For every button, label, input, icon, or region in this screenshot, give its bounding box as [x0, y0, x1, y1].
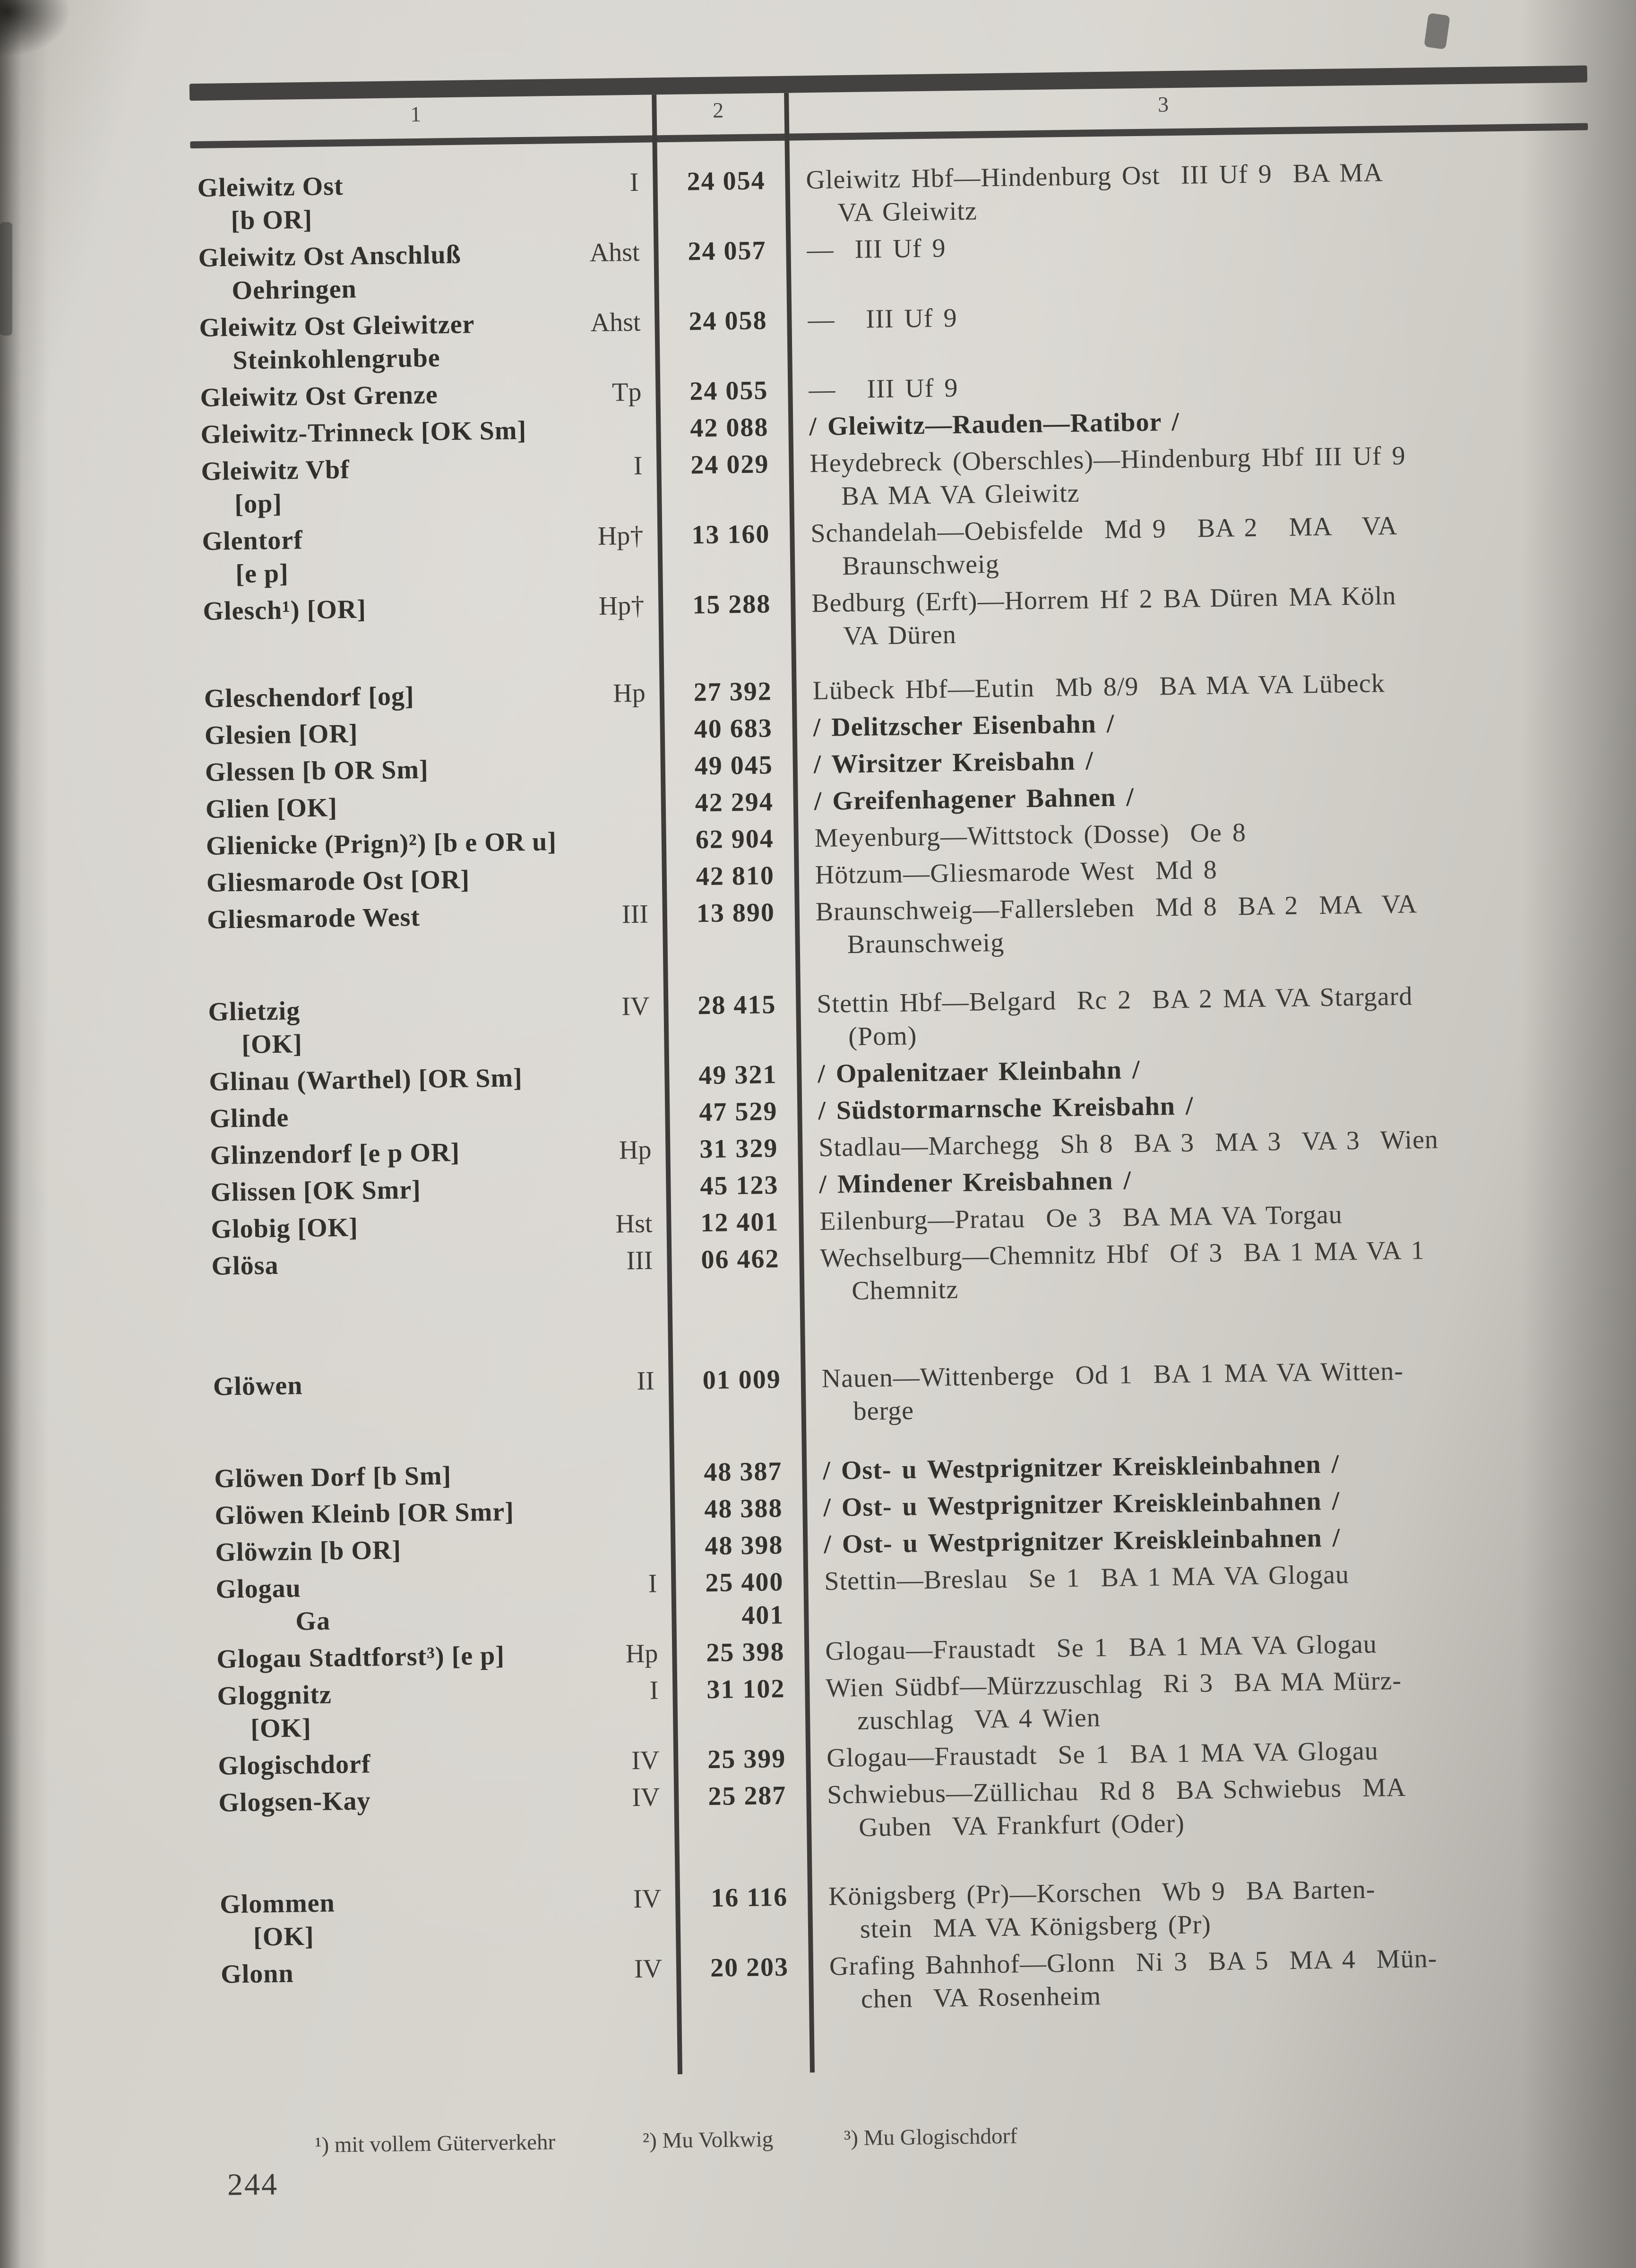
- station-class: IV: [631, 1745, 660, 1776]
- number-cell: [672, 1635, 805, 1670]
- station-class: IV: [634, 1954, 663, 1984]
- station-cell: [191, 235, 654, 308]
- station-number: 49 321: [698, 1060, 777, 1091]
- station-cell: [202, 1059, 665, 1099]
- table-row: [205, 1231, 1604, 1316]
- route-cell: [791, 576, 1596, 653]
- route-description: Glogau—Fraustadt Se 1 BA 1 MA VA Glogau: [825, 1629, 1378, 1666]
- station-number: 42 088: [690, 412, 769, 443]
- station-class: III: [621, 899, 649, 929]
- station-cell: [198, 787, 661, 826]
- number-cell: [664, 1058, 797, 1093]
- station-number: 24 057: [688, 236, 766, 266]
- route-cell: [790, 507, 1595, 583]
- number-cell: [653, 164, 786, 232]
- number-cell: [667, 1242, 800, 1310]
- station-cell: [196, 589, 659, 661]
- station-cell: [208, 1530, 671, 1569]
- station-number: 45 123: [700, 1170, 779, 1201]
- station-name: Gloggnitz: [217, 1680, 332, 1711]
- station-number: 401: [741, 1600, 784, 1631]
- station-class: II: [637, 1366, 655, 1396]
- station-name: Glesch¹) [OR]: [203, 594, 367, 626]
- number-cell: [658, 587, 792, 655]
- station-cell: [207, 1456, 670, 1495]
- station-number: 16 116: [710, 1882, 788, 1913]
- route-description: Schwiebus—Züllichau Rd 8 BA Schwiebus MA: [827, 1772, 1406, 1810]
- route-cell: [796, 977, 1601, 1054]
- number-cell: [656, 411, 789, 446]
- station-cell: [205, 1244, 668, 1316]
- station-cell: [214, 1952, 677, 2024]
- station-cell: [213, 1882, 676, 1954]
- station-name: Oehringen: [232, 274, 357, 306]
- station-cell: [194, 412, 656, 451]
- station-name: Glöwen Dorf [b Sm]: [214, 1461, 452, 1494]
- station-name: [op]: [234, 489, 283, 519]
- route-description: Chemnitz: [851, 1275, 959, 1306]
- station-cell: [206, 1364, 669, 1436]
- route-cell: [794, 848, 1599, 892]
- route-description: Wien Südbf—Mürzzuschlag Ri 3 BA MA Mürz-: [825, 1666, 1402, 1703]
- route-description: Wechselburg—Chemnitz Hbf Of 3 BA 1 MA VA 1: [820, 1236, 1425, 1273]
- route-cell: [806, 1731, 1610, 1775]
- route-cell: [792, 664, 1596, 707]
- station-name: Glogsen-Kay: [218, 1786, 371, 1818]
- number-cell: [673, 1742, 806, 1777]
- number-cell: [660, 748, 793, 783]
- station-number: 48 388: [704, 1494, 783, 1524]
- station-cell: [203, 1096, 665, 1135]
- route-description: — III Uf 9: [807, 233, 946, 265]
- station-name: [b OR]: [231, 205, 313, 236]
- station-cell: [208, 1493, 671, 1532]
- route-description: Stadlau—Marchegg Sh 8 BA 3 MA 3 VA 3 Wien: [818, 1125, 1439, 1162]
- route-cell: [806, 1768, 1611, 1845]
- route-description: Guben VA Frankfurt (Oder): [858, 1808, 1185, 1842]
- station-number: 24 055: [689, 376, 768, 406]
- route-description: / Mindener Kreisbahnen /: [818, 1166, 1132, 1199]
- station-name: [OK]: [250, 1713, 312, 1744]
- route-description: Nauen—Wittenberge Od 1 BA 1 MA VA Witten-: [821, 1356, 1404, 1393]
- station-class: Hp: [625, 1639, 658, 1669]
- station-cell: [197, 676, 660, 715]
- station-name: Glöwzin [b OR]: [215, 1535, 402, 1567]
- station-name: Steinkohlengrube: [232, 343, 441, 376]
- table-row: [195, 507, 1595, 591]
- station-number: 27 392: [693, 677, 773, 707]
- route-cell: [794, 885, 1600, 962]
- station-number: 25 398: [706, 1637, 785, 1668]
- station-number: 47 529: [698, 1097, 778, 1127]
- table-row: [206, 1352, 1606, 1436]
- number-cell: [663, 988, 797, 1056]
- number-cell: [666, 1205, 799, 1240]
- column-header-3: 3: [1157, 92, 1169, 117]
- route-description: Stettin—Breslau Se 1 BA 1 MA VA Glogau: [824, 1560, 1350, 1596]
- table-row: [210, 1661, 1610, 1746]
- number-cell: [660, 712, 792, 747]
- table-header-rule: [190, 123, 1588, 148]
- route-cell: [789, 437, 1594, 513]
- table-row: [209, 1555, 1609, 1639]
- number-cell: [676, 1950, 809, 2018]
- station-number: 24 054: [687, 166, 766, 197]
- station-name: Glissen [OK Smr]: [210, 1175, 422, 1207]
- route-cell: [788, 363, 1593, 406]
- table-row: [212, 1768, 1611, 1853]
- route-description: / Ost- u Westprignitzer Kreiskleinbahnen /: [823, 1486, 1340, 1522]
- station-name: Gleiwitz Ost Gleiwitzer: [199, 309, 475, 343]
- route-cell: [798, 1121, 1602, 1164]
- station-name: Glinde: [209, 1103, 289, 1134]
- column-header-2: 2: [712, 98, 724, 122]
- station-number: 13 890: [696, 898, 775, 928]
- route-description: stein MA VA Königsberg (Pr): [860, 1910, 1212, 1944]
- number-cell: [674, 1778, 807, 1847]
- station-name: [OK]: [241, 1029, 303, 1059]
- station-cell: [211, 1744, 674, 1783]
- station-name: Glogau Stadtforst³) [e p]: [216, 1641, 505, 1674]
- route-description: / Ost- u Westprignitzer Kreiskleinbahnen /: [823, 1523, 1341, 1559]
- station-class: IV: [633, 1884, 662, 1914]
- station-class: Ahst: [590, 307, 641, 338]
- station-name: Glessen [b OR Sm]: [205, 755, 429, 787]
- footnotes: [281, 2098, 1018, 2184]
- station-name: [OK]: [253, 1922, 314, 1952]
- route-description: Stettin Hbf—Belgard Rc 2 BA 2 MA VA Stargard: [816, 981, 1413, 1019]
- route-description: / Ost- u Westprignitzer Kreiskleinbahnen /: [822, 1449, 1340, 1486]
- station-name: Glommen: [219, 1888, 336, 1919]
- station-cell: [212, 1780, 675, 1853]
- route-description: / Gleiwitz—Rauden—Ratibor /: [809, 407, 1180, 442]
- station-class: Hp†: [598, 591, 645, 621]
- number-cell: [670, 1454, 802, 1489]
- number-cell: [670, 1491, 803, 1526]
- station-number: 48 398: [704, 1530, 784, 1561]
- route-cell: [799, 1194, 1603, 1238]
- number-cell: [661, 785, 793, 820]
- station-class: Hp†: [597, 521, 644, 551]
- route-cell: [808, 1870, 1613, 1946]
- route-description: Braunschweig: [847, 928, 1005, 960]
- route-description: — III Uf 9: [808, 303, 957, 335]
- route-description: chen VA Rosenheim: [861, 1981, 1102, 2014]
- station-class: Hp: [619, 1135, 652, 1165]
- station-name: Glentorf: [202, 525, 303, 556]
- station-cell: [204, 1207, 667, 1246]
- station-cell: [190, 165, 654, 238]
- station-class: Tp: [611, 377, 642, 407]
- station-cell: [203, 1133, 666, 1172]
- station-cell: [192, 305, 655, 378]
- route-description: Hötzum—Gliesmarode West Md 8: [815, 855, 1218, 890]
- station-table: [189, 65, 1588, 2014]
- station-cell: [199, 824, 662, 863]
- route-cell: [802, 1444, 1607, 1487]
- route-description: / Südstormarnsche Kreisbahn /: [818, 1091, 1194, 1125]
- route-description: Grafing Bahnhof—Glonn Ni 3 BA 5 MA 4 Mün-: [829, 1943, 1438, 1981]
- station-number: 48 387: [703, 1457, 783, 1487]
- route-cell: [792, 701, 1597, 744]
- station-name: Glien [OK]: [205, 793, 338, 824]
- station-class: IV: [621, 991, 650, 1022]
- number-cell: [655, 374, 788, 409]
- table-row: [191, 223, 1591, 308]
- number-cell: [657, 517, 791, 585]
- route-description: Bedburg (Erft)—Horrem Hf 2 BA Düren MA Köln: [811, 581, 1396, 619]
- station-name: Gleiwitz-Trinneck [OK Sm]: [200, 415, 527, 449]
- footnote-3: ³) Mu Glogischdorf: [844, 2123, 1018, 2151]
- route-cell: [803, 1555, 1609, 1631]
- route-description: VA Gleiwitz: [837, 196, 978, 228]
- station-name: [e p]: [235, 558, 289, 589]
- station-number: 25 287: [707, 1780, 787, 1812]
- table-row: [200, 885, 1600, 970]
- station-cell: [194, 449, 657, 521]
- route-description: VA Düren: [843, 620, 957, 651]
- page-number: 244: [227, 2167, 279, 2202]
- number-cell: [656, 447, 790, 515]
- station-cell: [210, 1637, 672, 1676]
- number-cell: [659, 675, 792, 710]
- station-number: 62 904: [695, 824, 775, 855]
- route-description: Meyenburg—Wittstock (Dosse) Oe 8: [814, 818, 1247, 853]
- route-description: Braunschweig—Fallersleben Md 8 BA 2 MA VA: [815, 889, 1418, 927]
- number-cell: [675, 1880, 809, 1948]
- station-name: Glogau: [215, 1573, 301, 1604]
- route-cell: [792, 738, 1597, 781]
- table-body: [190, 153, 1613, 2027]
- route-cell: [809, 1940, 1614, 2016]
- station-class: I: [648, 1569, 657, 1598]
- station-cell: [204, 1170, 666, 1209]
- station-name: Gleiwitz Ost Grenze: [200, 380, 439, 412]
- number-cell: [654, 304, 788, 372]
- number-cell: [668, 1363, 801, 1431]
- station-name: Glinzendorf [e p OR]: [210, 1137, 460, 1170]
- footnote-2: ²) Mu Volkwig: [642, 2127, 774, 2154]
- station-cell: [198, 750, 661, 789]
- route-cell: [801, 1352, 1606, 1428]
- route-cell: [805, 1661, 1610, 1738]
- station-name: Glietzig: [208, 996, 301, 1027]
- station-cell: [210, 1674, 673, 1746]
- station-name: Gleiwitz Vbf: [201, 455, 350, 486]
- station-number: 20 203: [710, 1952, 789, 1983]
- station-name: Glöwen: [213, 1371, 303, 1401]
- station-name: Glonn: [220, 1959, 294, 1989]
- route-cell: [803, 1518, 1608, 1561]
- station-cell: [200, 897, 663, 970]
- station-number: 31 329: [699, 1134, 778, 1164]
- number-cell: [661, 822, 794, 857]
- station-number: 40 683: [694, 713, 773, 744]
- station-number: 42 810: [696, 861, 775, 892]
- station-name: Gleschendorf [og]: [204, 681, 414, 713]
- route-cell: [785, 153, 1590, 230]
- number-cell: [671, 1565, 804, 1633]
- route-description: Lübeck Hbf—Eutin Mb 8/9 BA MA VA Lübeck: [812, 669, 1386, 706]
- table-row: [201, 977, 1601, 1062]
- station-cell: [195, 519, 658, 591]
- station-number: 42 294: [695, 787, 774, 818]
- route-cell: [788, 400, 1593, 443]
- station-name: Glöwen Kleinb [OR Smr]: [215, 1497, 515, 1530]
- station-name: Gliesmarode West: [207, 902, 421, 935]
- station-number: 25 400: [705, 1567, 784, 1598]
- route-description: Glogau—Fraustadt Se 1 BA 1 MA VA Glogau: [826, 1736, 1379, 1773]
- route-cell: [786, 223, 1591, 300]
- route-description: / Greifenhagener Bahnen /: [814, 782, 1135, 816]
- station-number: 06 462: [701, 1244, 780, 1275]
- station-number: 24 029: [690, 449, 769, 480]
- number-cell: [666, 1168, 799, 1203]
- station-class: III: [626, 1246, 653, 1276]
- station-class: I: [649, 1675, 659, 1705]
- station-name: Globig [OK]: [211, 1212, 359, 1244]
- station-number: 28 415: [697, 990, 776, 1021]
- number-cell: [672, 1672, 806, 1740]
- table-top-rule: [189, 65, 1587, 101]
- station-name: Gleiwitz Ost: [197, 171, 344, 203]
- route-description: zuschlag VA 4 Wien: [857, 1703, 1101, 1736]
- station-cell: [193, 375, 656, 414]
- route-description: Gleiwitz Hbf—Hindenburg Ost III Uf 9 BA MA: [806, 158, 1384, 195]
- station-number: 12 401: [700, 1207, 779, 1238]
- route-description: BA MA VA Gleiwitz: [841, 478, 1080, 511]
- station-name: Ga: [295, 1606, 331, 1636]
- route-description: Eilenburg—Pratau Oe 3 BA MA VA Torgau: [819, 1200, 1343, 1236]
- route-cell: [802, 1481, 1607, 1524]
- station-name: Glösa: [211, 1250, 279, 1281]
- route-description: / Wirsitzer Kreisbahn /: [813, 746, 1094, 780]
- route-description: — III Uf 9: [808, 373, 958, 405]
- station-name: Glienicke (Prign)²) [b e OR u]: [206, 827, 557, 861]
- station-cell: [209, 1567, 672, 1639]
- number-cell: [665, 1095, 798, 1130]
- station-class: IV: [631, 1782, 660, 1813]
- station-number: 01 009: [702, 1365, 782, 1395]
- station-number: 49 045: [694, 750, 774, 781]
- station-number: 24 058: [689, 306, 767, 336]
- station-number: 15 288: [692, 589, 771, 620]
- route-description: / Opalenitzaer Kleinbahn /: [817, 1055, 1140, 1089]
- number-cell: [665, 1132, 798, 1167]
- station-name: Glogischdorf: [217, 1749, 371, 1781]
- route-description: berge: [853, 1396, 914, 1426]
- route-description: / Delitzscher Eisenbahn /: [813, 709, 1115, 743]
- table-row: [194, 437, 1594, 521]
- station-name: Gleiwitz Ost Anschluß: [198, 240, 462, 273]
- station-cell: [201, 989, 664, 1062]
- station-class: Hp: [612, 678, 646, 708]
- station-cell: [198, 713, 660, 752]
- route-cell: [798, 1158, 1603, 1201]
- station-name: Glinau (Warthel) [OR Sm]: [209, 1063, 523, 1097]
- route-description: Königsberg (Pr)—Korschen Wb 9 BA Barten-: [828, 1874, 1376, 1911]
- table-row: [192, 293, 1592, 378]
- station-cell: [199, 860, 662, 900]
- column-header-1: 1: [410, 102, 422, 127]
- route-cell: [793, 811, 1598, 855]
- station-number: 31 102: [706, 1674, 785, 1705]
- station-class: I: [633, 451, 643, 481]
- route-cell: [797, 1047, 1602, 1091]
- number-cell: [662, 859, 794, 894]
- station-name: Gliesmarode Ost [OR]: [206, 865, 470, 898]
- station-number: 13 160: [691, 519, 770, 550]
- route-description: Heydebreck (Oberschles)—Hindenburg Hbf III Uf 9: [809, 441, 1406, 479]
- station-name: Glesien [OR]: [204, 719, 358, 750]
- station-class: Hst: [615, 1209, 653, 1239]
- route-description: Schandelah—Oebisfelde Md 9 BA 2 MA VA: [810, 511, 1398, 549]
- table-row: [214, 1940, 1614, 2024]
- station-number: 25 399: [707, 1744, 786, 1775]
- station-class: I: [629, 167, 639, 198]
- footnote-1: ¹) mit vollem Güterverkehr: [315, 2130, 556, 2158]
- route-cell: [787, 293, 1592, 369]
- table-row: [213, 1870, 1613, 1954]
- number-cell: [671, 1528, 803, 1563]
- route-cell: [804, 1624, 1609, 1668]
- route-cell: [797, 1084, 1602, 1127]
- route-description: Braunschweig: [842, 549, 1000, 581]
- number-cell: [654, 234, 787, 302]
- station-class: Ahst: [589, 237, 640, 268]
- route-cell: [793, 774, 1598, 818]
- number-cell: [662, 896, 795, 964]
- table-row: [196, 576, 1596, 661]
- route-description: (Pom): [848, 1021, 917, 1052]
- route-cell: [799, 1231, 1604, 1308]
- table-row: [190, 153, 1590, 238]
